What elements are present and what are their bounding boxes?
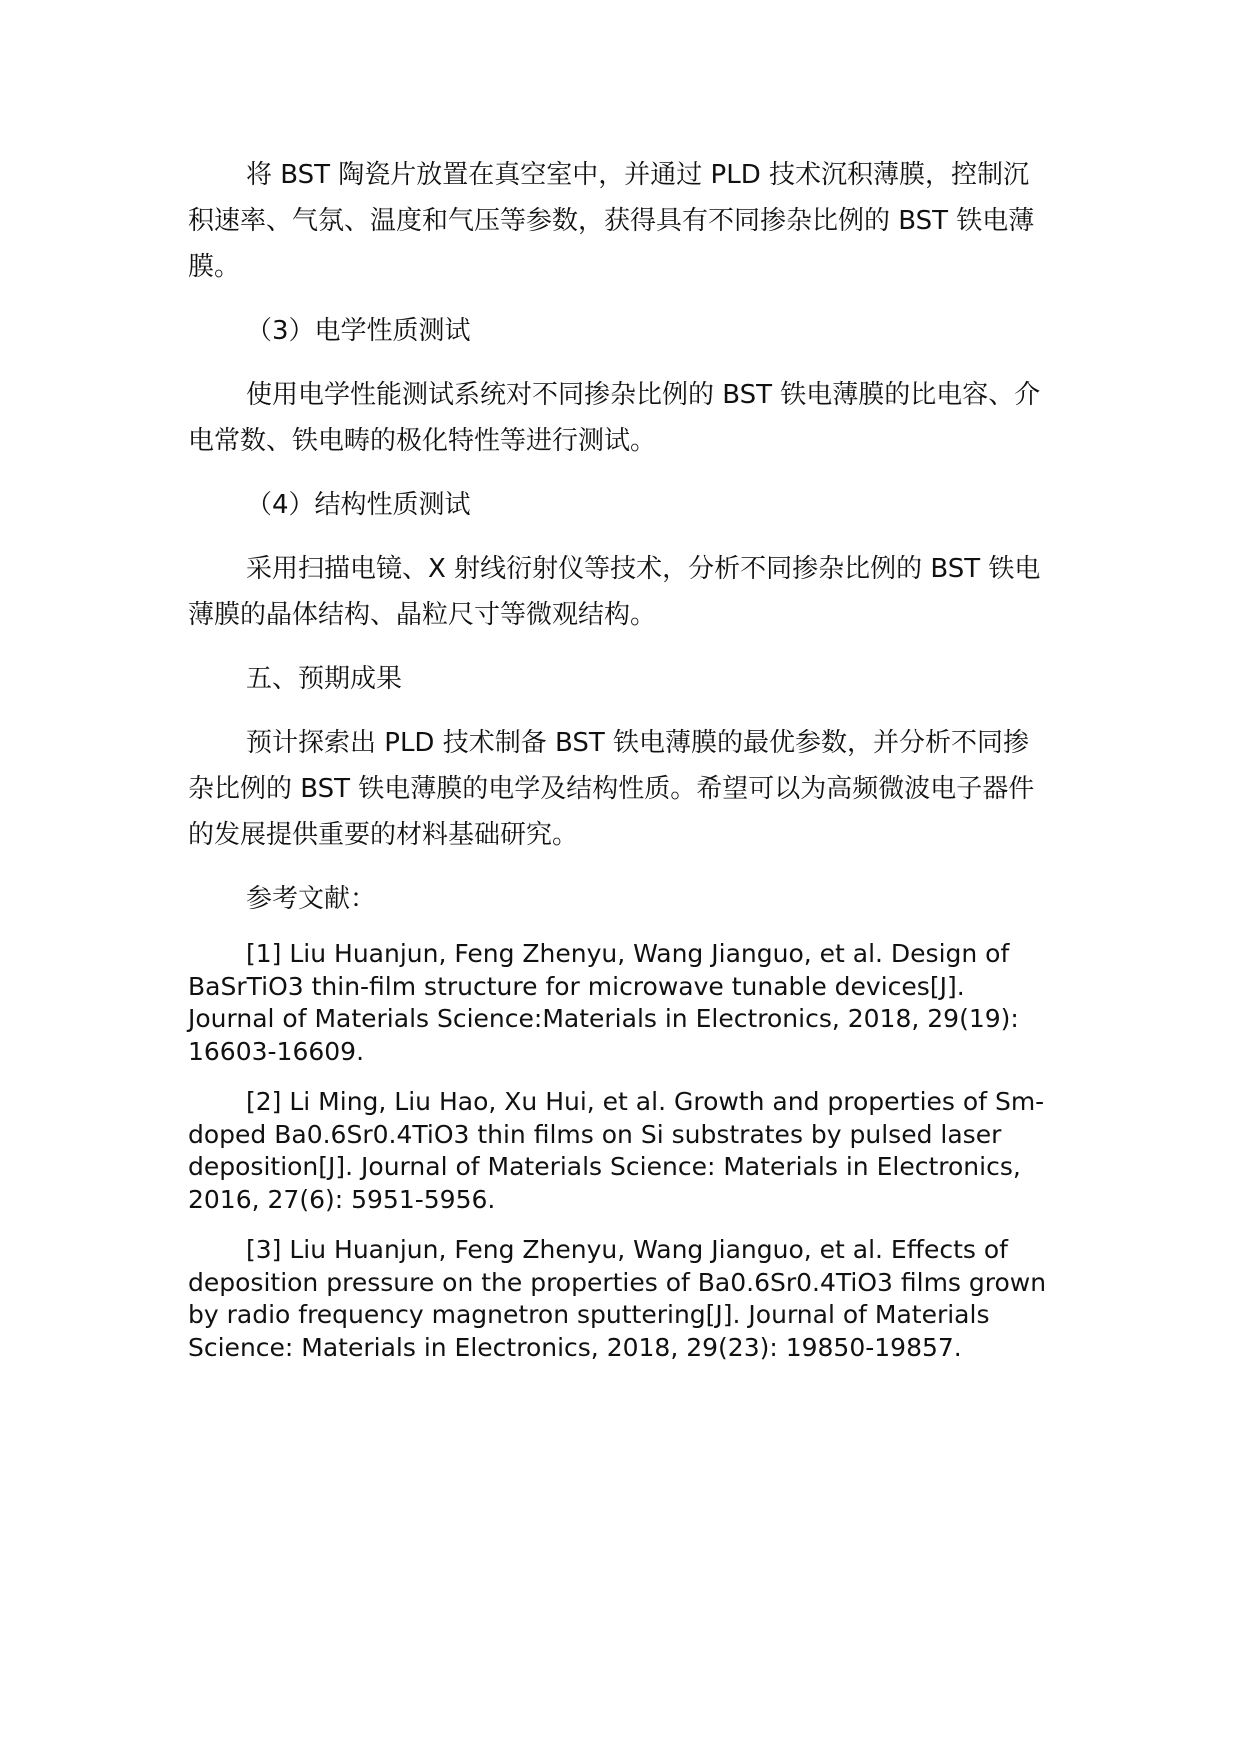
paragraph-structure-test: 采用扫描电镜、X 射线衍射仪等技术，分析不同掺杂比例的 BST 铁电薄膜的晶体结构、晶粒尺寸等微观结构。 [188,554,1041,630]
document-body [188,152,1054,1364]
reference-item: [3] Liu Huanjun, Feng Zhenyu, Wang Jianguo, et al. Effects of deposition pressure on the properties of Ba0.6Sr0.4TiO3 films grown by radio frequency magnetron sputtering[J]. Journal of Materials Science: Materials in Electronics, 2018, 29(23): 19850-19857. [188,1235,1047,1362]
paragraph-electrical-test: 使用电学性能测试系统对不同掺杂比例的 BST 铁电薄膜的比电容、介电常数、铁电畴的极化特性等进行测试。 [188,380,1041,456]
heading-structure-test: （4）结构性质测试 [246,490,471,520]
reference-item: [1] Liu Huanjun, Feng Zhenyu, Wang Jianguo, et al. Design of BaSrTiO3 thin-film structure for microwave tunable devices[J]. Journal of Materials Science:Materials in Electronics, 2018, 29(19): 16603-16609. [188,939,1019,1066]
paragraph-deposition: 将 BST 陶瓷片放置在真空室中，并通过 PLD 技术沉积薄膜，控制沉积速率、气氛、温度和气压等参数，获得具有不同掺杂比例的 BST 铁电薄膜。 [188,160,1035,282]
heading-expected-results: 五、预期成果 [246,664,403,694]
heading-references: 参考文献： [246,884,377,914]
heading-electrical-test: （3）电学性质测试 [246,316,471,346]
reference-item: [2] Li Ming, Liu Hao, Xu Hui, et al. Growth and properties of Sm-doped Ba0.6Sr0.4TiO3 thin films on Si substrates by pulsed laser deposition[J]. Journal of Materials Science: Materials in Electronics, 2016, 27(6): 5951-5956. [188,1087,1045,1214]
paragraph-expected-results: 预计探索出 PLD 技术制备 BST 铁电薄膜的最优参数，并分析不同掺杂比例的 BST 铁电薄膜的电学及结构性质。希望可以为高频微波电子器件的发展提供重要的材料基础研究。 [188,728,1035,850]
